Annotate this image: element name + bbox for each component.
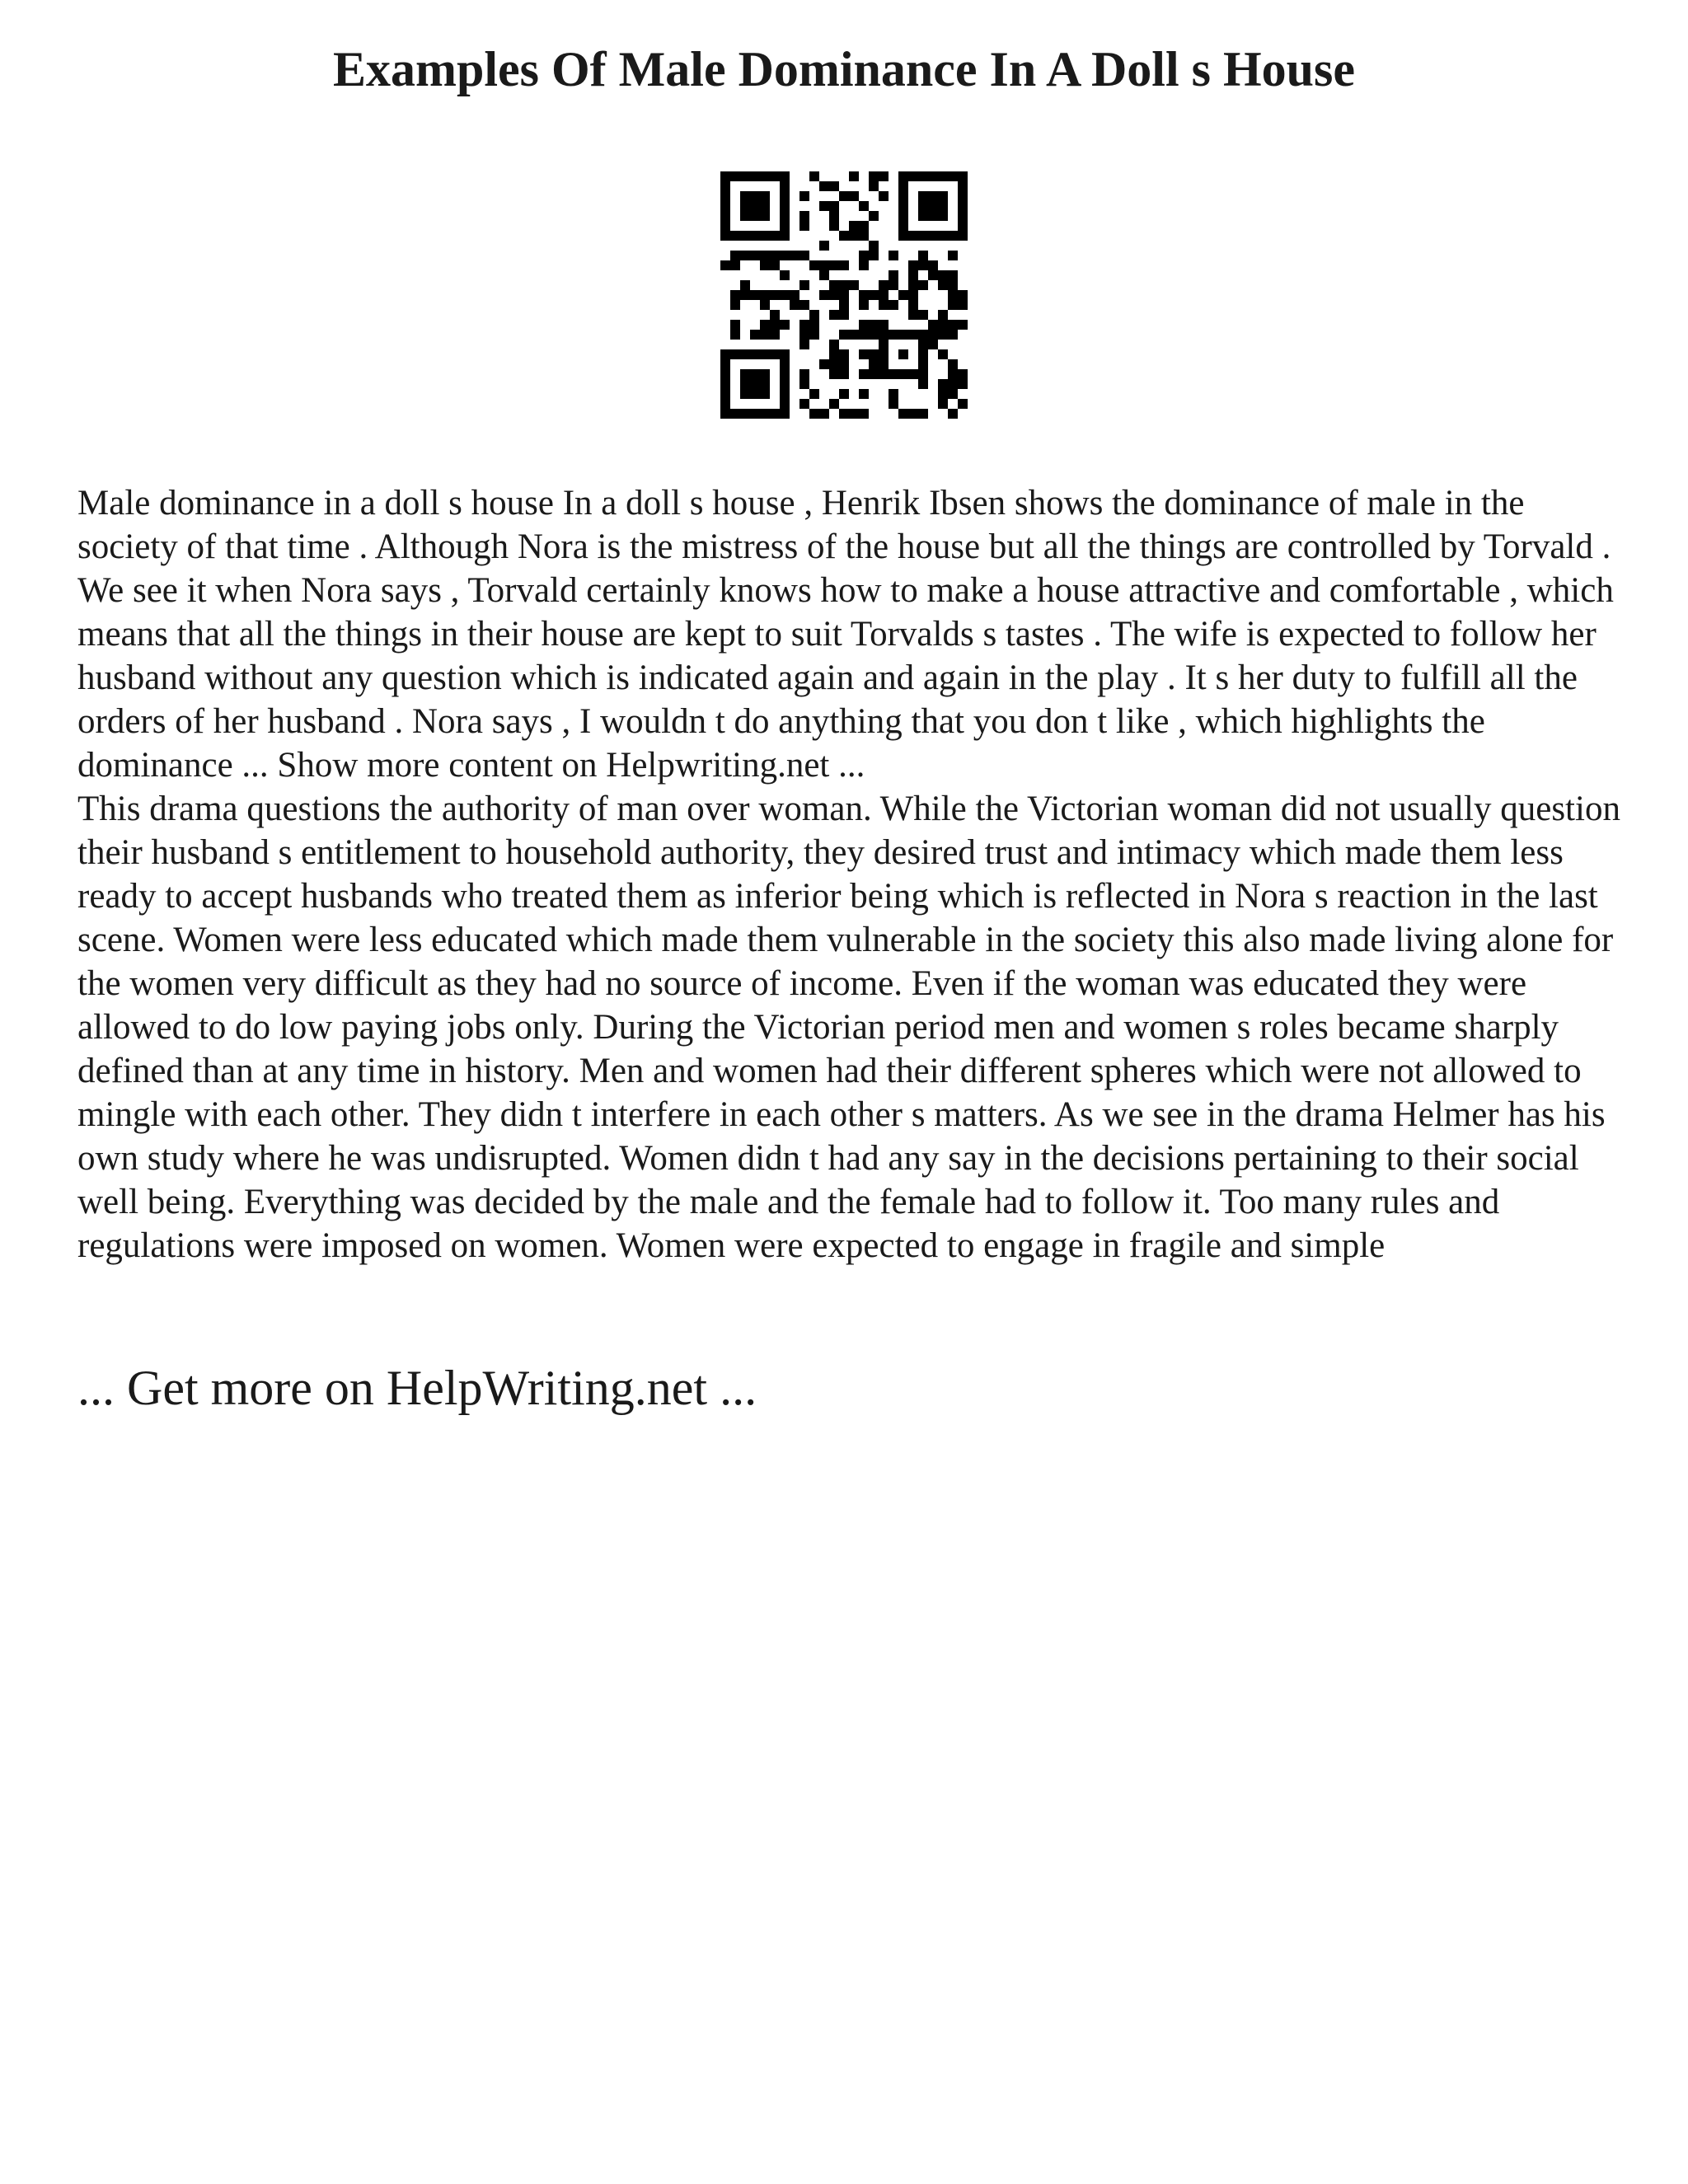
article-body bbox=[77, 481, 1627, 1268]
paragraph: This drama questions the authority of man over woman. While the Victorian woman did not usually question their husband s entitlement to household authority, they desired trust and intimacy which made them less ready to accept husbands who treated them as inferior being which is reflected in Nora s reaction in the last scene. Women were less educated which made them vulnerable in the society this also made living alone for the women very difficult as they had no source of income. Even if the woman was educated they were allowed to do low paying jobs only. During the Victorian period men and women s roles became sharply defined than at any time in history. Men and women had their different spheres which were not allowed to mingle with each other. They didn t interfere in each other s matters. As we see in the drama Helmer has his own study where he was undisrupted. Women didn t had any say in the decisions pertaining to their social well being. Everything was decided by the male and the female had to follow it. Too many rules and regulations were imposed on women. Women were expected to engage in fragile and simple bbox=[77, 790, 1620, 1265]
page-title: Examples Of Male Dominance In A Doll s House bbox=[332, 42, 1356, 96]
qr-code-icon bbox=[720, 171, 968, 419]
paragraph: Male dominance in a doll s house In a doll s house , Henrik Ibsen shows the dominance of male in the society of that time . Although Nora is the mistress of the house but all the things are controlled by Torvald . We see it when Nora says , Torvald certainly knows how to make a house attractive and comfortable , which means that all the things in their house are kept to suit Torvalds s tastes . The wife is expected to follow her husband without any question which is indicated again and again in the play . It s her duty to fulfill all the orders of her husband . Nora says , I wouldn t do anything that you don t like , which highlights the dominance ... Show more content on Helpwriting.net ... bbox=[77, 484, 1614, 785]
get-more-link[interactable]: ... Get more on HelpWriting.net ... bbox=[77, 1361, 757, 1415]
